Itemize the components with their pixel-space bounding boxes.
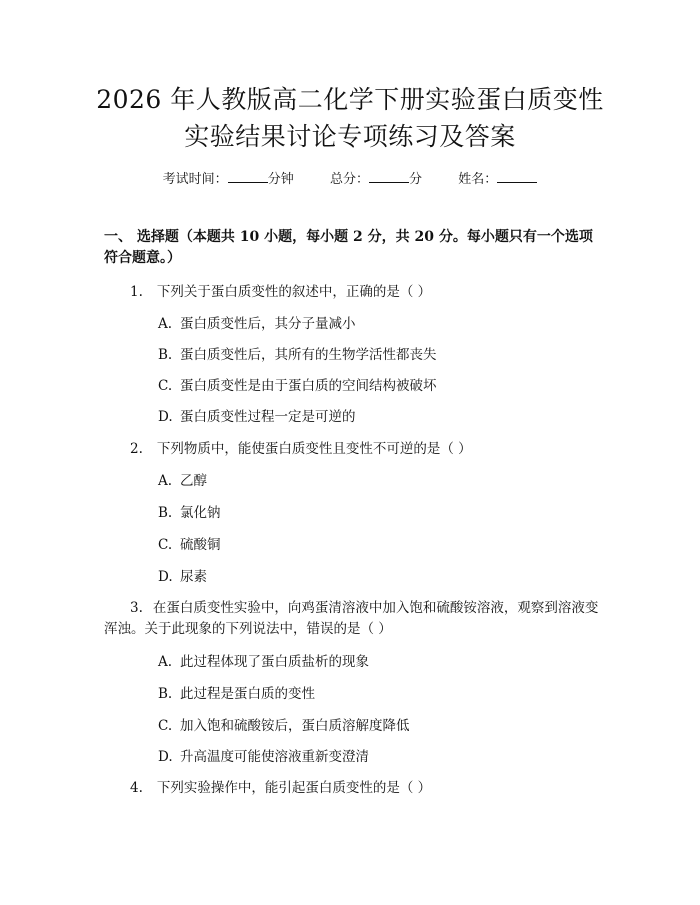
section-heading-multiple-choice: 一、 选择题（本题共 10 小题，每小题 2 分，共 20 分。每小题只有一个选项符合题意。）	[104, 229, 593, 266]
question-number: 1.	[130, 284, 143, 300]
question-2-option-c	[158, 535, 221, 555]
question-text: 下列物质中，能使蛋白质变性且变性不可逆的是（ ）	[156, 441, 472, 457]
question-1-option-a	[158, 314, 356, 334]
question-number: 3.	[130, 600, 143, 616]
option-letter: A.	[158, 473, 173, 489]
total-score-unit: 分	[409, 172, 423, 187]
option-text: 蛋白质变性是由于蛋白质的空间结构被破坏	[180, 378, 437, 394]
option-text: 氯化钠	[180, 505, 221, 521]
document-title-line-1: 2026 年人教版高二化学下册实验蛋白质变性	[96, 85, 604, 114]
question-2-option-b	[158, 503, 221, 523]
question-1	[104, 282, 604, 303]
question-1-option-b	[158, 345, 437, 365]
document-title-line-2: 实验结果讨论专项练习及答案	[184, 122, 516, 151]
option-letter: C.	[158, 537, 173, 553]
option-text: 蛋白质变性后，其分子量减小	[180, 316, 356, 332]
option-text: 尿素	[180, 569, 207, 585]
question-3	[104, 598, 604, 640]
question-4	[104, 778, 604, 799]
question-number: 2.	[130, 441, 143, 457]
exam-time-label: 考试时间：	[162, 172, 228, 187]
option-text: 硫酸铜	[180, 537, 221, 553]
question-3-option-b	[158, 684, 315, 704]
question-3-option-d	[158, 747, 369, 767]
option-text: 蛋白质变性过程一定是可逆的	[180, 409, 356, 425]
question-text: 下列实验操作中，能引起蛋白质变性的是（ ）	[156, 780, 432, 796]
question-1-option-d	[158, 407, 356, 427]
total-score-blank	[369, 168, 409, 183]
student-name-blank	[497, 168, 537, 183]
option-letter: B.	[158, 347, 173, 363]
option-letter: C.	[158, 378, 173, 394]
total-score-label: 总分：	[329, 172, 369, 187]
question-1-option-c	[158, 376, 437, 396]
option-letter: D.	[158, 569, 173, 585]
option-text: 此过程是蛋白质的变性	[180, 686, 315, 702]
option-letter: D.	[158, 409, 173, 425]
option-text: 乙醇	[180, 473, 207, 489]
exam-time-unit: 分钟	[267, 172, 294, 187]
option-letter: A.	[158, 654, 173, 670]
option-text: 此过程体现了蛋白质盐析的现象	[180, 654, 369, 670]
option-text: 升高温度可能使溶液重新变澄清	[180, 749, 369, 765]
question-text: 下列关于蛋白质变性的叙述中，正确的是（ ）	[156, 284, 432, 300]
exam-info-line	[0, 168, 700, 190]
question-number: 4.	[130, 780, 143, 796]
option-letter: A.	[158, 316, 173, 332]
option-letter: B.	[158, 686, 173, 702]
exam-time-blank	[228, 168, 268, 183]
question-text: 在蛋白质变性实验中，向鸡蛋清溶液中加入饱和硫酸铵溶液，观察到溶液变浑浊。关于此现象的下列说法中，错误的是（ ）	[104, 600, 599, 637]
option-letter: B.	[158, 505, 173, 521]
question-3-option-a	[158, 652, 369, 672]
question-2-option-d	[158, 567, 207, 587]
question-3-option-c	[158, 716, 410, 736]
option-letter: D.	[158, 749, 173, 765]
question-2-option-a	[158, 471, 207, 491]
option-letter: C.	[158, 718, 173, 734]
option-text: 蛋白质变性后，其所有的生物学活性都丧失	[180, 347, 437, 363]
student-name-label: 姓名：	[458, 172, 498, 187]
question-2	[104, 439, 604, 460]
option-text: 加入饱和硫酸铵后，蛋白质溶解度降低	[180, 718, 410, 734]
